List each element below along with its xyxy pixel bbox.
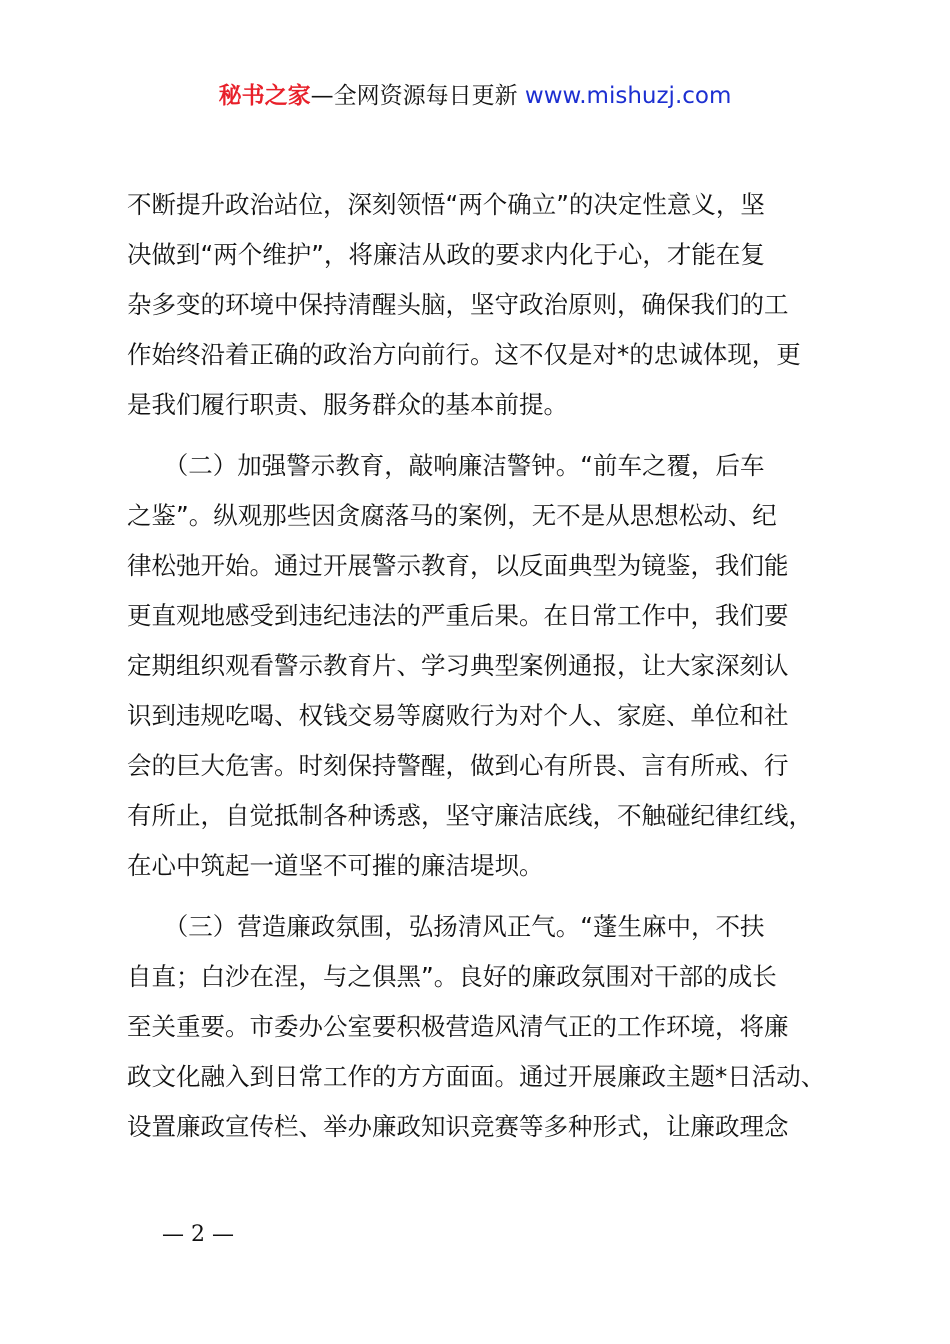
text-line: 决做到“两个维护”，将廉洁从政的要求内化于心，才能在复	[127, 240, 765, 269]
text-line: 有所止，自觉抵制各种诱惑，坚守廉洁底线，不触碰纪律红线，	[127, 801, 813, 830]
site-url[interactable]: www.mishuzj.com	[524, 83, 732, 109]
text-line: 至关重要。市委办公室要积极营造风清气正的工作环境，将廉	[127, 1012, 789, 1041]
text-line: 在心中筑起一道坚不可摧的廉洁堤坝。	[127, 851, 544, 880]
site-brand: 秘书之家	[218, 83, 311, 109]
text-line: 设置廉政宣传栏、举办廉政知识竞赛等多种形式，让廉政理念	[127, 1112, 789, 1141]
text-line: 政文化融入到日常工作的方方面面。通过开展廉政主题*日活动、	[127, 1062, 826, 1091]
text-line: 之鉴”。纵观那些因贪腐落马的案例，无不是从思想松动、纪	[127, 501, 777, 530]
text-line: 会的巨大危害。时刻保持警醒，做到心有所畏、言有所戒、行	[127, 751, 789, 780]
text-line: （二）加强警示教育，敲响廉洁警钟。“前车之覆，后车	[127, 451, 765, 480]
text-line: 定期组织观看警示教育片、学习典型案例通报，让大家深刻认	[127, 651, 789, 680]
text-line: 杂多变的环境中保持清醒头脑，坚守政治原则，确保我们的工	[127, 290, 789, 319]
text-line: 律松弛开始。通过开展警示教育，以反面典型为镜鉴，我们能	[127, 551, 789, 580]
page-number: — 2 —	[162, 1222, 234, 1247]
text-line: （三）营造廉政氛围，弘扬清风正气。“蓬生麻中，不扶	[127, 912, 765, 941]
text-line: 识到违规吃喝、权钱交易等腐败行为对个人、家庭、单位和社	[127, 701, 789, 730]
document-body	[127, 180, 827, 1152]
site-header	[0, 80, 950, 112]
text-line: 不断提升政治站位，深刻领悟“两个确立”的决定性意义，坚	[127, 190, 765, 219]
text-line: 作始终沿着正确的政治方向前行。这不仅是对*的忠诚体现，更	[127, 340, 801, 369]
text-line: 自直；白沙在涅，与之俱黑”。良好的廉政氛围对干部的成长	[127, 962, 777, 991]
paragraph-1	[127, 180, 827, 430]
text-line: 是我们履行职责、服务群众的基本前提。	[127, 390, 568, 419]
paragraph-2	[127, 441, 827, 891]
site-tagline: —全网资源每日更新	[310, 83, 525, 109]
text-line: 更直观地感受到违纪违法的严重后果。在日常工作中，我们要	[127, 601, 789, 630]
paragraph-3	[127, 902, 827, 1152]
